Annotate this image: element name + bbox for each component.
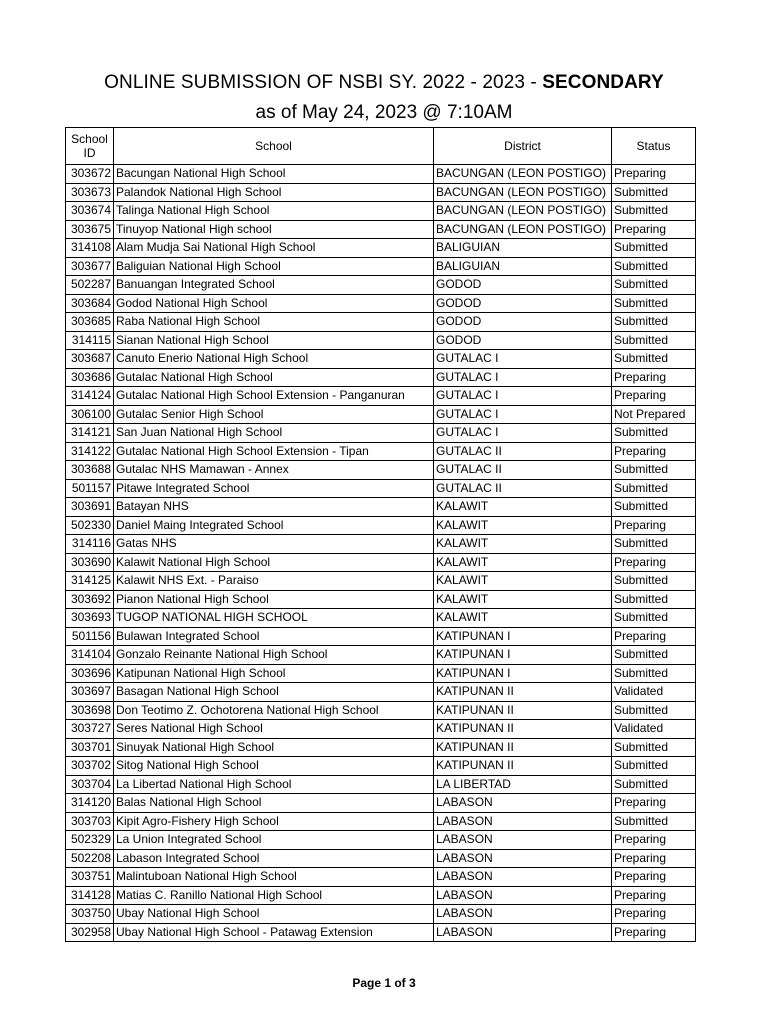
cell-district: KATIPUNAN II (434, 738, 612, 757)
cell-school-id: 303702 (66, 757, 114, 776)
table-row (66, 812, 696, 831)
cell-school: Katipunan National High School (114, 664, 434, 683)
title-emphasis: SECONDARY (542, 72, 664, 93)
cell-school: Godod National High School (114, 294, 434, 313)
cell-school-id: 303677 (66, 257, 114, 276)
header-status: Status (612, 128, 696, 165)
table-row (66, 720, 696, 739)
cell-status: Preparing (612, 794, 696, 813)
cell-school: Gutalac NHS Mamawan - Annex (114, 461, 434, 480)
cell-status: Preparing (612, 868, 696, 887)
cell-district: LABASON (434, 812, 612, 831)
cell-status: Validated (612, 720, 696, 739)
table-row (66, 553, 696, 572)
cell-status: Submitted (612, 276, 696, 295)
cell-status: Preparing (612, 368, 696, 387)
cell-status: Validated (612, 683, 696, 702)
cell-status: Submitted (612, 646, 696, 665)
cell-status: Preparing (612, 387, 696, 406)
cell-district: GUTALAC I (434, 368, 612, 387)
cell-school: Daniel Maing Integrated School (114, 516, 434, 535)
page-number: Page 1 of 3 (352, 976, 416, 990)
table-row (66, 701, 696, 720)
cell-district: LABASON (434, 794, 612, 813)
table-header-row (66, 128, 696, 165)
table-row (66, 387, 696, 406)
cell-school: Bacungan National High School (114, 165, 434, 184)
table-row (66, 424, 696, 443)
cell-status: Submitted (612, 479, 696, 498)
cell-district: BALIGUIAN (434, 257, 612, 276)
cell-school-id: 303688 (66, 461, 114, 480)
table-row (66, 405, 696, 424)
table-row (66, 516, 696, 535)
cell-status: Preparing (612, 905, 696, 924)
cell-school: Matias C. Ranillo National High School (114, 886, 434, 905)
cell-school-id: 502329 (66, 831, 114, 850)
table-row (66, 849, 696, 868)
cell-school: Kipit Agro-Fishery High School (114, 812, 434, 831)
cell-status: Submitted (612, 257, 696, 276)
cell-school: Basagan National High School (114, 683, 434, 702)
table-row (66, 368, 696, 387)
table-row (66, 609, 696, 628)
cell-school-id: 314122 (66, 442, 114, 461)
table-row (66, 646, 696, 665)
cell-status: Preparing (612, 165, 696, 184)
cell-status: Preparing (612, 442, 696, 461)
cell-school-id: 314108 (66, 239, 114, 258)
cell-school: Gatas NHS (114, 535, 434, 554)
cell-school-id: 303750 (66, 905, 114, 924)
cell-school: Sitog National High School (114, 757, 434, 776)
table-row (66, 683, 696, 702)
cell-district: GODOD (434, 294, 612, 313)
cell-status: Preparing (612, 627, 696, 646)
table-row (66, 479, 696, 498)
table-row (66, 831, 696, 850)
table-row (66, 664, 696, 683)
cell-district: BACUNGAN (LEON POSTIGO) (434, 165, 612, 184)
cell-school-id: 314121 (66, 424, 114, 443)
cell-district: LA LIBERTAD (434, 775, 612, 794)
cell-school: Banuangan Integrated School (114, 276, 434, 295)
cell-district: KALAWIT (434, 609, 612, 628)
table-row (66, 572, 696, 591)
cell-school: Talinga National High School (114, 202, 434, 221)
table-row (66, 757, 696, 776)
cell-school-id: 303691 (66, 498, 114, 517)
cell-district: KATIPUNAN II (434, 757, 612, 776)
cell-district: KALAWIT (434, 590, 612, 609)
cell-status: Submitted (612, 350, 696, 369)
cell-district: KATIPUNAN I (434, 627, 612, 646)
cell-status: Submitted (612, 812, 696, 831)
cell-school-id: 501157 (66, 479, 114, 498)
cell-status: Submitted (612, 424, 696, 443)
cell-school-id: 303686 (66, 368, 114, 387)
table-row (66, 627, 696, 646)
cell-school-id: 303673 (66, 183, 114, 202)
table-row (66, 590, 696, 609)
header-district: District (434, 128, 612, 165)
cell-status: Preparing (612, 849, 696, 868)
cell-school-id: 303698 (66, 701, 114, 720)
cell-status: Preparing (612, 516, 696, 535)
cell-school: TUGOP NATIONAL HIGH SCHOOL (114, 609, 434, 628)
cell-school: Labason Integrated School (114, 849, 434, 868)
cell-status: Submitted (612, 738, 696, 757)
cell-school-id: 314128 (66, 886, 114, 905)
cell-district: LABASON (434, 886, 612, 905)
cell-district: KATIPUNAN II (434, 720, 612, 739)
cell-school: Palandok National High School (114, 183, 434, 202)
cell-school-id: 502330 (66, 516, 114, 535)
table-row (66, 239, 696, 258)
cell-school: Gutalac National High School Extension - Panganuran (114, 387, 434, 406)
cell-school: Canuto Enerio National High School (114, 350, 434, 369)
cell-district: KATIPUNAN II (434, 701, 612, 720)
cell-school: Raba National High School (114, 313, 434, 332)
cell-school: Balas National High School (114, 794, 434, 813)
cell-status: Preparing (612, 923, 696, 942)
document-title (0, 72, 768, 94)
cell-school-id: 303701 (66, 738, 114, 757)
cell-school-id: 501156 (66, 627, 114, 646)
cell-status: Submitted (612, 183, 696, 202)
table-row (66, 165, 696, 184)
table-row (66, 183, 696, 202)
cell-district: GUTALAC I (434, 424, 612, 443)
cell-school-id: 306100 (66, 405, 114, 424)
table-row (66, 313, 696, 332)
cell-district: GUTALAC II (434, 442, 612, 461)
table-row (66, 220, 696, 239)
cell-district: BACUNGAN (LEON POSTIGO) (434, 220, 612, 239)
cell-district: GUTALAC II (434, 479, 612, 498)
cell-district: GUTALAC I (434, 387, 612, 406)
cell-status: Submitted (612, 572, 696, 591)
table-row (66, 775, 696, 794)
cell-school-id: 314120 (66, 794, 114, 813)
cell-school: Kalawit National High School (114, 553, 434, 572)
cell-district: LABASON (434, 905, 612, 924)
table-row (66, 738, 696, 757)
cell-school: Gutalac National High School (114, 368, 434, 387)
cell-school: San Juan National High School (114, 424, 434, 443)
table-row (66, 276, 696, 295)
cell-district: LABASON (434, 831, 612, 850)
table-row (66, 535, 696, 554)
cell-district: BACUNGAN (LEON POSTIGO) (434, 183, 612, 202)
cell-district: KATIPUNAN I (434, 646, 612, 665)
cell-status: Preparing (612, 886, 696, 905)
cell-school: Don Teotimo Z. Ochotorena National High School (114, 701, 434, 720)
cell-district: BALIGUIAN (434, 239, 612, 258)
cell-school: Kalawit NHS Ext. - Paraiso (114, 572, 434, 591)
cell-status: Submitted (612, 461, 696, 480)
cell-school: Seres National High School (114, 720, 434, 739)
cell-status: Preparing (612, 831, 696, 850)
cell-school-id: 303696 (66, 664, 114, 683)
cell-school: Alam Mudja Sai National High School (114, 239, 434, 258)
cell-school-id: 303674 (66, 202, 114, 221)
cell-status: Submitted (612, 331, 696, 350)
cell-status: Submitted (612, 239, 696, 258)
cell-district: LABASON (434, 923, 612, 942)
cell-district: KALAWIT (434, 553, 612, 572)
cell-school: Batayan NHS (114, 498, 434, 517)
cell-school-id: 314125 (66, 572, 114, 591)
table-row (66, 886, 696, 905)
cell-school-id: 314124 (66, 387, 114, 406)
cell-status: Submitted (612, 498, 696, 517)
cell-school-id: 303687 (66, 350, 114, 369)
cell-school-id: 303703 (66, 812, 114, 831)
cell-school: Malintuboan National High School (114, 868, 434, 887)
cell-school-id: 303690 (66, 553, 114, 572)
header-school: School (114, 128, 434, 165)
cell-district: KALAWIT (434, 572, 612, 591)
cell-school: Pianon National High School (114, 590, 434, 609)
cell-district: LABASON (434, 849, 612, 868)
cell-school: Sianan National High School (114, 331, 434, 350)
cell-school: Gutalac National High School Extension - Tipan (114, 442, 434, 461)
cell-school: Gutalac Senior High School (114, 405, 434, 424)
cell-school: Bulawan Integrated School (114, 627, 434, 646)
table-body (66, 165, 696, 942)
cell-district: GODOD (434, 313, 612, 332)
cell-school-id: 303685 (66, 313, 114, 332)
cell-school-id: 314115 (66, 331, 114, 350)
cell-school-id: 303697 (66, 683, 114, 702)
cell-status: Submitted (612, 775, 696, 794)
cell-school: Pitawe Integrated School (114, 479, 434, 498)
title-prefix: ONLINE SUBMISSION OF NSBI SY. 2022 - 2023 - (104, 72, 543, 93)
cell-school-id: 303704 (66, 775, 114, 794)
cell-status: Submitted (612, 757, 696, 776)
cell-district: KALAWIT (434, 498, 612, 517)
cell-district: KATIPUNAN II (434, 683, 612, 702)
cell-district: KALAWIT (434, 535, 612, 554)
cell-status: Submitted (612, 202, 696, 221)
cell-school-id: 303672 (66, 165, 114, 184)
cell-district: GUTALAC I (434, 405, 612, 424)
cell-school-id: 314104 (66, 646, 114, 665)
cell-district: BACUNGAN (LEON POSTIGO) (434, 202, 612, 221)
cell-status: Preparing (612, 553, 696, 572)
cell-status: Submitted (612, 590, 696, 609)
table-row (66, 294, 696, 313)
cell-school: Ubay National High School (114, 905, 434, 924)
cell-school-id: 303727 (66, 720, 114, 739)
cell-status: Preparing (612, 220, 696, 239)
cell-status: Submitted (612, 701, 696, 720)
table-row (66, 498, 696, 517)
cell-school-id: 302958 (66, 923, 114, 942)
cell-status: Submitted (612, 664, 696, 683)
cell-district: KALAWIT (434, 516, 612, 535)
table-row (66, 794, 696, 813)
cell-status: Not Prepared (612, 405, 696, 424)
cell-status: Submitted (612, 294, 696, 313)
cell-district: KATIPUNAN I (434, 664, 612, 683)
table-row (66, 905, 696, 924)
table-row (66, 257, 696, 276)
table-row (66, 868, 696, 887)
cell-school: La Union Integrated School (114, 831, 434, 850)
cell-school: Gonzalo Reinante National High School (114, 646, 434, 665)
cell-status: Submitted (612, 535, 696, 554)
cell-school-id: 303684 (66, 294, 114, 313)
cell-district: GUTALAC II (434, 461, 612, 480)
cell-school-id: 502287 (66, 276, 114, 295)
cell-school-id: 303693 (66, 609, 114, 628)
cell-status: Submitted (612, 609, 696, 628)
cell-school-id: 303692 (66, 590, 114, 609)
cell-district: LABASON (434, 868, 612, 887)
cell-district: GODOD (434, 276, 612, 295)
cell-school: Ubay National High School - Patawag Extension (114, 923, 434, 942)
cell-school-id: 303751 (66, 868, 114, 887)
submission-table (65, 127, 696, 942)
cell-school-id: 502208 (66, 849, 114, 868)
cell-school: Sinuyak National High School (114, 738, 434, 757)
table-row (66, 202, 696, 221)
header-school-id: School ID (66, 128, 114, 165)
cell-school: Baliguian National High School (114, 257, 434, 276)
cell-school: Tinuyop National High school (114, 220, 434, 239)
cell-school-id: 314116 (66, 535, 114, 554)
cell-status: Submitted (612, 313, 696, 332)
table-row (66, 350, 696, 369)
document-subtitle: as of May 24, 2023 @ 7:10AM (255, 102, 513, 123)
cell-school-id: 303675 (66, 220, 114, 239)
cell-district: GODOD (434, 331, 612, 350)
table-row (66, 923, 696, 942)
cell-school: La Libertad National High School (114, 775, 434, 794)
cell-district: GUTALAC I (434, 350, 612, 369)
table-row (66, 442, 696, 461)
table-row (66, 461, 696, 480)
table-row (66, 331, 696, 350)
